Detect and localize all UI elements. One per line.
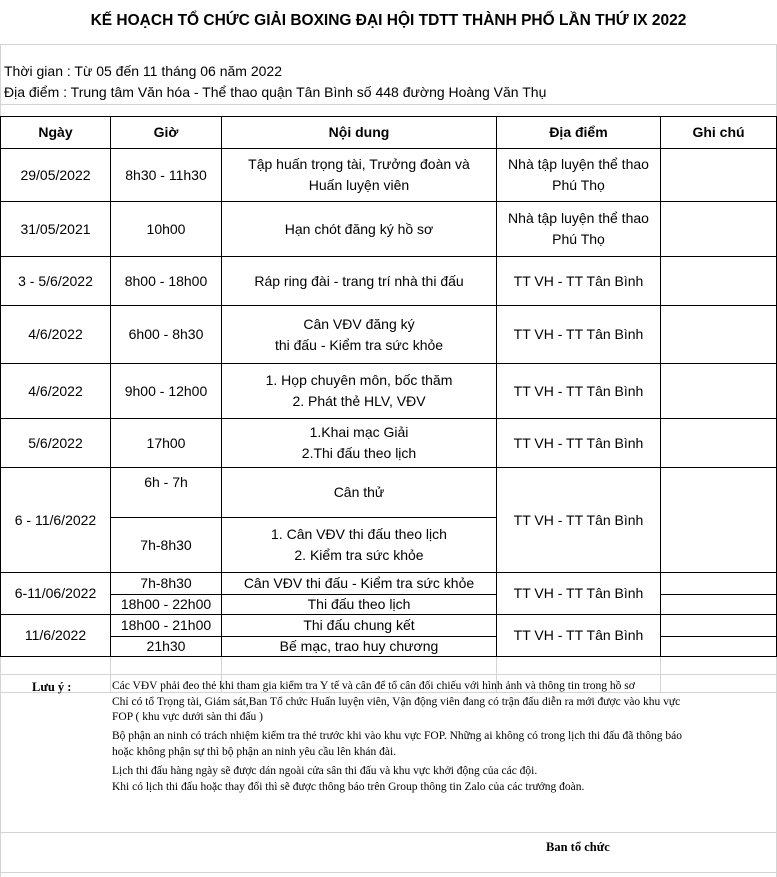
row-time: 8h00 - 18h00 bbox=[124, 272, 208, 289]
note-line: Bộ phận an ninh có trách nhiệm kiểm tra thẻ trước khi vào khu vực FOP. Những ai không có trong lịch thi đấu đã thông báo bbox=[112, 730, 682, 742]
row-content: 1.Khai mạc Giải 2.Thi đấu theo lịch bbox=[301, 424, 417, 461]
row-time: 6h - 7h bbox=[144, 473, 188, 490]
row-time: 17h00 bbox=[146, 434, 186, 451]
row-content: 1. Họp chuyên môn, bốc thăm 2. Phát thẻ HLV, VĐV bbox=[265, 372, 453, 409]
row-content: Ráp ring đài - trang trí nhà thi đấu bbox=[254, 272, 464, 289]
row-place: Nhà tập luyện thể thao Phú Thọ bbox=[508, 156, 649, 193]
row-place: TT VH - TT Tân Bình bbox=[513, 585, 644, 601]
row-date: 11/6/2022 bbox=[24, 627, 87, 643]
row-content: Tập huấn trọng tài, Trưởng đoàn và Huấn luyện viên bbox=[248, 156, 470, 193]
notes-label: Lưu ý : bbox=[32, 680, 72, 694]
page-title: KẾ HOẠCH TỔ CHỨC GIẢI BOXING ĐẠI HỘI TDTT THÀNH PHỐ LẦN THỨ IX 2022 bbox=[90, 12, 687, 29]
note-line: hoặc không phận sự thì bộ phận an ninh yêu cầu lên khán đài. bbox=[112, 746, 397, 758]
row-content: Thi đấu theo lịch bbox=[307, 596, 411, 612]
row-place: TT VH - TT Tân Bình bbox=[513, 326, 644, 342]
row-date: 31/05/2021 bbox=[20, 220, 91, 237]
row-place: TT VH - TT Tân Bình bbox=[513, 382, 644, 399]
row-date: 6-11/06/2022 bbox=[14, 585, 97, 601]
note-line: FOP ( khu vực dưới sàn thi đấu ) bbox=[112, 711, 263, 723]
row-time: 9h00 - 12h00 bbox=[124, 382, 208, 399]
note-line: Chỉ có tổ Trọng tài, Giám sát,Ban Tổ chức Huấn luyện viên, Vận động viên đang có trận đấu diễn ra mới được vào khu vực bbox=[112, 695, 681, 708]
row-place: Nhà tập luyện thể thao Phú Thọ bbox=[508, 210, 649, 247]
row-place: TT VH - TT Tân Bình bbox=[513, 627, 644, 643]
row-time: 7h-8h30 bbox=[140, 536, 192, 553]
row-time: 8h30 - 11h30 bbox=[125, 166, 207, 183]
row-date: 29/05/2022 bbox=[20, 166, 91, 183]
signature: Ban tổ chức bbox=[546, 840, 610, 854]
row-time: 7h-8h30 bbox=[140, 575, 192, 591]
note-line: Các VĐV phải đeo thẻ khi tham gia kiểm tra Y tế và cân để tổ cân đối chiếu với hình ảnh và thông tin trong hồ sơ bbox=[112, 680, 635, 692]
row-time: 6h00 - 8h30 bbox=[128, 326, 204, 342]
row-date: 6 - 11/6/2022 bbox=[14, 511, 97, 528]
row-date: 4/6/2022 bbox=[28, 382, 83, 399]
header-place: Địa điểm bbox=[549, 124, 608, 140]
row-content: Hạn chót đăng ký hồ sơ bbox=[284, 220, 434, 237]
note-line: Khi có lịch thi đấu hoặc thay đổi thì sẽ được thông báo trên Group thông tin Zalo của các trưởng đoàn. bbox=[112, 780, 585, 793]
row-content: Bế mạc, trao huy chương bbox=[279, 638, 439, 654]
header-date: Ngày bbox=[38, 124, 73, 140]
row-content: Cân VĐV đăng ký thi đấu - Kiểm tra sức khỏe bbox=[274, 315, 444, 353]
row-date: 3 - 5/6/2022 bbox=[18, 272, 93, 289]
row-time: 18h00 - 21h00 bbox=[120, 617, 212, 633]
header-note: Ghi chú bbox=[692, 124, 745, 140]
row-time: 18h00 - 22h00 bbox=[120, 596, 212, 612]
row-date: 4/6/2022 bbox=[28, 326, 83, 342]
event-time: Thời gian : Từ 05 đến 11 tháng 06 năm 2022 bbox=[4, 63, 283, 79]
row-time: 10h00 bbox=[146, 220, 186, 237]
row-place: TT VH - TT Tân Bình bbox=[513, 272, 644, 289]
row-time: 21h30 bbox=[146, 638, 186, 654]
row-date: 5/6/2022 bbox=[28, 434, 83, 451]
header-time: Giờ bbox=[153, 124, 179, 140]
row-content: Cân VĐV thi đấu - Kiểm tra sức khỏe bbox=[243, 575, 475, 591]
row-content: Cân thử bbox=[333, 484, 385, 500]
event-location: Địa điểm : Trung tâm Văn hóa - Thể thao quận Tân Bình số 448 đường Hoàng Văn Thụ bbox=[4, 84, 547, 100]
header-content: Nội dung bbox=[328, 124, 390, 140]
row-place: TT VH - TT Tân Bình bbox=[513, 434, 644, 451]
note-line: Lịch thi đấu hàng ngày sẽ được dán ngoài cửa sân thi đấu và khu vực khởi động của các đội. bbox=[112, 765, 538, 777]
row-place: TT VH - TT Tân Bình bbox=[513, 511, 644, 528]
row-content: 1. Cân VĐV thi đấu theo lịch 2. Kiểm tra sức khỏe bbox=[271, 526, 447, 563]
row-content: Thi đấu chung kết bbox=[303, 617, 415, 633]
